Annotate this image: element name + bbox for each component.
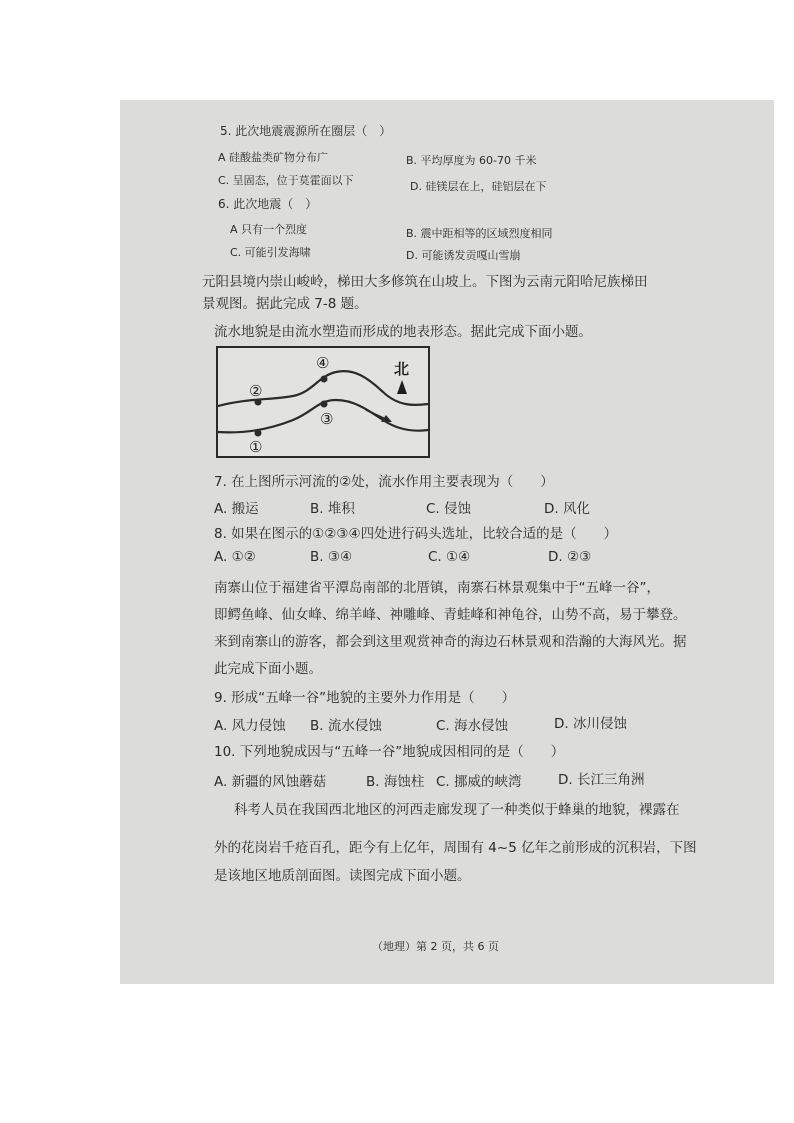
q8-option-c: C. ①④	[428, 549, 471, 565]
q6-stem: 6. 此次地震（ ）	[218, 197, 318, 211]
q7-option-b: B. 堆积	[310, 501, 355, 517]
point-1-dot	[255, 430, 262, 437]
river-diagram	[216, 346, 430, 458]
q6-option-a: A 只有一个烈度	[230, 223, 308, 236]
point-1-label: ①	[249, 438, 263, 456]
intro-geology-line-1: 科考人员在我国西北地区的河西走廊发现了一种类似于蜂巢的地貌，裸露在	[234, 802, 680, 818]
q8-option-d: D. ②③	[548, 549, 592, 565]
intro-nanzhai-line-2: 即鳄鱼峰、仙女峰、绵羊峰、神雕峰、青蛙峰和神龟谷，山势不高，易于攀登。	[214, 607, 687, 623]
river-diagram-svg	[218, 348, 428, 456]
point-2-label: ②	[249, 382, 263, 400]
q10-option-a: A. 新疆的风蚀蘑菇	[214, 774, 327, 790]
intro-nanzhai-line-3: 来到南寨山的游客，都会到这里观赏神奇的海边石林景观和浩瀚的大海风光。据	[214, 634, 687, 650]
q7-option-c: C. 侵蚀	[426, 501, 472, 517]
exam-page	[120, 100, 774, 984]
intro-river: 流水地貌是由流水塑造而形成的地表形态。据此完成下面小题。	[214, 324, 592, 340]
q9-option-c: C. 海水侵蚀	[436, 718, 509, 734]
q9-option-b: B. 流水侵蚀	[310, 718, 382, 734]
q9-stem: 9. 形成“五峰一谷”地貌的主要外力作用是（ ）	[214, 690, 516, 706]
intro-terraces-line-2: 景观图。据此完成 7-8 题。	[202, 296, 368, 312]
point-3-dot	[321, 401, 328, 408]
q6-option-b: B. 震中距相等的区域烈度相同	[406, 227, 553, 240]
intro-geology-line-3: 是该地区地质剖面图。读图完成下面小题。	[214, 868, 471, 884]
q5-option-b: B. 平均厚度为 60-70 千米	[406, 154, 537, 167]
q5-stem: 5. 此次地震震源所在圈层（ ）	[220, 124, 392, 138]
q10-option-b: B. 海蚀柱	[366, 774, 425, 790]
q5-option-c: C. 呈固态，位于莫霍面以下	[218, 174, 354, 187]
q10-option-d: D. 长江三角洲	[558, 772, 645, 788]
q5-option-d: D. 硅镁层在上，硅铝层在下	[410, 180, 547, 193]
point-3-label: ③	[320, 410, 334, 428]
north-label: 北	[394, 360, 410, 378]
q10-option-c: C. 挪威的峡湾	[436, 774, 522, 790]
point-4-dot	[321, 376, 328, 383]
q5-option-a: A 硅酸盐类矿物分布广	[218, 151, 329, 164]
q7-option-a: A. 搬运	[214, 501, 259, 517]
q8-option-b: B. ③④	[310, 549, 353, 565]
q9-option-d: D. 冰川侵蚀	[554, 716, 627, 732]
q10-stem: 10. 下列地貌成因与“五峰一谷”地貌成因相同的是（ ）	[214, 744, 565, 760]
q6-option-d: D. 可能诱发贡嘎山雪崩	[406, 249, 521, 262]
north-arrow-icon	[397, 380, 407, 394]
intro-nanzhai-line-4: 此完成下面小题。	[214, 661, 322, 677]
q8-stem: 8. 如果在图示的①②③④四处进行码头选址，比较合适的是（ ）	[214, 526, 618, 542]
intro-nanzhai-line-1: 南寨山位于福建省平潭岛南部的北厝镇，南寨石林景观集中于“五峰一谷”，	[214, 580, 660, 596]
q7-stem: 7. 在上图所示河流的②处，流水作用主要表现为（ ）	[214, 474, 554, 490]
q8-option-a: A. ①②	[214, 549, 256, 565]
page-footer: （地理）第 2 页，共 6 页	[372, 940, 499, 953]
intro-geology-line-2: 外的花岗岩千疮百孔，距今有上亿年，周围有 4~5 亿年之前形成的沉积岩，下图	[214, 840, 697, 856]
q7-option-d: D. 风化	[544, 501, 590, 517]
intro-terraces-line-1: 元阳县境内崇山峻岭，梯田大多修筑在山坡上。下图为云南元阳哈尼族梯田	[202, 274, 648, 290]
q6-option-c: C. 可能引发海啸	[230, 246, 311, 259]
q9-option-a: A. 风力侵蚀	[214, 718, 286, 734]
point-4-label: ④	[316, 354, 330, 372]
